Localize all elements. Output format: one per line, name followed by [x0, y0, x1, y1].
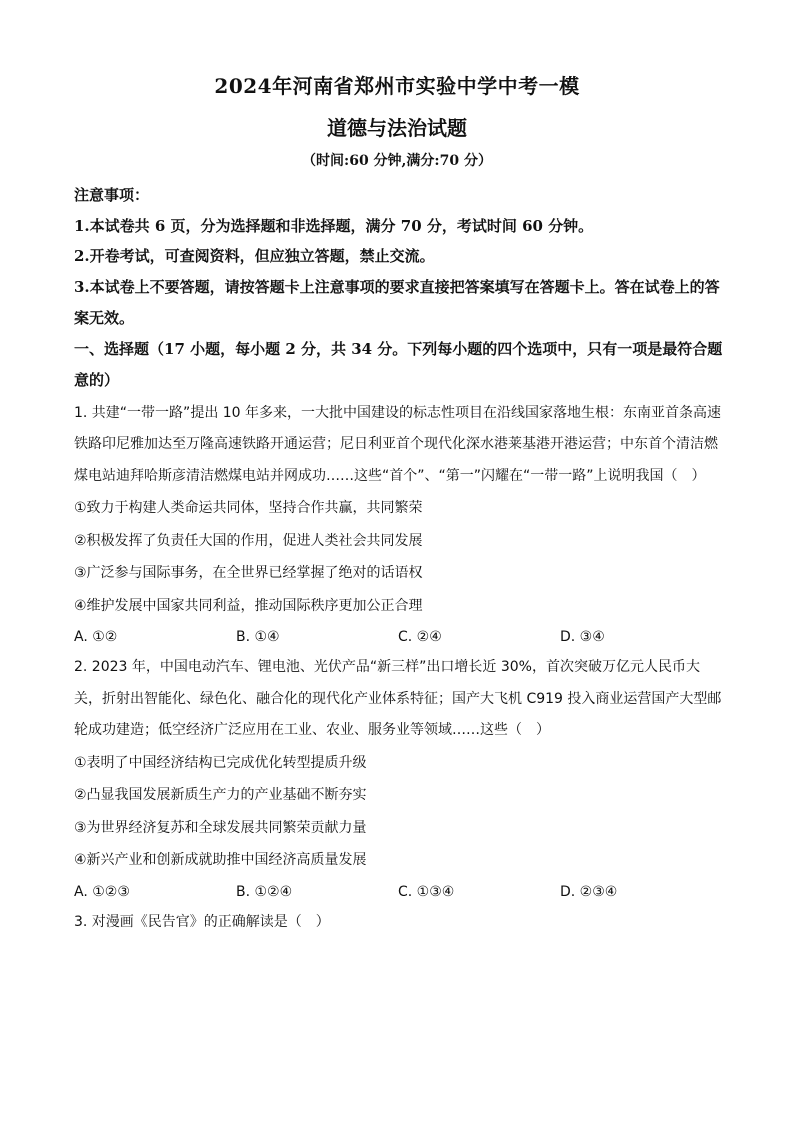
exam-subtitle: 道德与法治试题 [327, 116, 467, 140]
question-stem: 2. 2023 年，中国电动汽车、锂电池、光伏产品“新三样”出口增长近 30%，首次突破万亿元人民币大关，折射出智能化、绿色化、融合化的现代化产业体系特征；国产大飞机 C919 投入商业运营国产大型邮轮成功建造；低空经济广泛应用在工业、农业、服务业等领域……这些（ ） [74, 659, 722, 738]
answer-options [74, 622, 724, 652]
question-choice: ①致力于构建人类命运共同体，坚持合作共赢，共同繁荣 [74, 500, 423, 516]
note-item: 1.本试卷共 6 页，分为选择题和非选择题，满分 70 分，考试时间 60 分钟。 [74, 216, 594, 235]
exam-title: 2024年河南省郑州市实验中学中考一模 [214, 74, 580, 98]
option-b[interactable]: B. ①②④ [236, 883, 293, 900]
question-choice: ③为世界经济复苏和全球发展共同繁荣贡献力量 [74, 819, 367, 836]
notes-heading: 注意事项： [74, 186, 150, 204]
option-c[interactable]: C. ①③④ [398, 883, 455, 900]
question-choice: ④新兴产业和创新成就助推中国经济高质量发展 [74, 852, 367, 868]
option-a[interactable]: A. ①②③ [74, 883, 130, 900]
question-choice: ②积极发挥了负责任大国的作用，促进人类社会共同发展 [74, 532, 423, 549]
question-stem: 3. 对漫画《民告官》的正确解读是（ ） [74, 913, 330, 930]
question-choice: ④维护发展中国家共同利益，推动国际秩序更加公正合理 [74, 597, 423, 614]
option-a[interactable]: A. ①② [74, 629, 118, 645]
exam-time-info: （时间:60 分钟,满分:70 分） [302, 153, 492, 169]
answer-options [74, 877, 724, 907]
option-d[interactable]: D. ②③④ [560, 883, 618, 900]
section-heading: 一、选择题（17 小题，每小题 2 分，共 34 分。下列每小题的四个选项中，只有一项是最符合题意的） [74, 339, 723, 389]
question-choice: ③广泛参与国际事务，在全世界已经掌握了绝对的话语权 [74, 565, 423, 581]
option-b[interactable]: B. ①④ [236, 629, 280, 645]
question-choice: ②凸显我国发展新质生产力的产业基础不断夯实 [74, 787, 367, 803]
exam-content [74, 180, 724, 938]
question-stem: 1. 共建“一带一路”提出 10 年多来，一大批中国建设的标志性项目在沿线国家落地生根：东南亚首条高速铁路印尼雅加达至万隆高速铁路开通运营；尼日利亚首个现代化深水港莱基港开港运营；中东首个清洁燃煤电站迪拜哈斯彦清洁燃煤电站并网成功……这些“首个”、“第一”闪耀在“一带一路”上说明我国（ ） [74, 404, 722, 484]
option-d[interactable]: D. ③④ [560, 629, 605, 645]
question-choice: ①表明了中国经济结构已完成优化转型提质升级 [74, 754, 367, 771]
note-item: 3.本试卷上不要答题，请按答题卡上注意事项的要求直接把答案填写在答题卡上。答在试卷上的答案无效。 [74, 277, 720, 327]
option-c[interactable]: C. ②④ [398, 629, 442, 645]
note-item: 2.开卷考试，可查阅资料，但应独立答题，禁止交流。 [74, 247, 435, 265]
